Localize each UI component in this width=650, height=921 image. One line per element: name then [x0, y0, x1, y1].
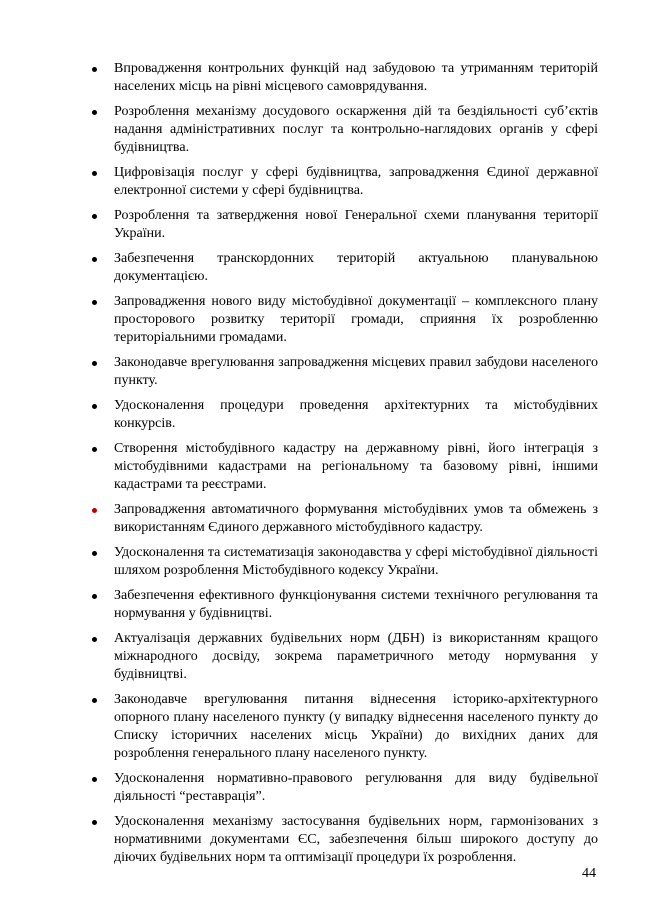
bullet-icon [92, 404, 97, 409]
bullet-icon [92, 110, 97, 115]
list-item-text: Запровадження нового виду містобудівної документації – комплексного плану просторового розвитку території громади, сприяння їх розробленню територіальними громадами. [114, 294, 598, 345]
list-item [92, 587, 598, 623]
bullet-icon [92, 508, 97, 513]
list-item-text: Цифровізація послуг у сфері будівництва, запровадження Єдиної державної електронної системи у сфері будівництва. [114, 165, 598, 198]
bullet-icon [92, 171, 97, 176]
list-item-text: Забезпечення транскордонних територій актуальною планувальною документацією. [114, 251, 598, 284]
bullet-icon [92, 447, 97, 452]
bullet-icon [92, 67, 97, 72]
list-item [92, 293, 598, 347]
list-item-text: Удосконалення процедури проведення архітектурних та містобудівних конкурсів. [114, 398, 598, 431]
bullet-icon [92, 820, 97, 825]
list-item-text: Актуалізація державних будівельних норм (ДБН) із використанням кращого міжнародного досвіду, зокрема параметричного методу нормування у будівництві. [114, 631, 598, 682]
list-item-text: Удосконалення механізму застосування будівельних норм, гармонізованих з нормативними документами ЄС, забезпечення більш широкого доступу до діючих будівельних норм та оптимізації процедури їх розроблення. [114, 814, 598, 865]
list-item-text: Запровадження автоматичного формування містобудівних умов та обмежень з використанням Єдиного державного містобудівного кадастру. [114, 502, 598, 535]
bullet-icon [92, 300, 97, 305]
bullet-icon [92, 257, 97, 262]
page-number: 44 [582, 866, 596, 881]
list-item [92, 397, 598, 433]
list-item-text: Створення містобудівного кадастру на державному рівні, його інтеграція з містобудівними кадастрами на регіональному та базовому рівні, іншими кадастрами та реєстрами. [114, 441, 598, 492]
list-item [92, 440, 598, 494]
list-item [92, 60, 598, 96]
bullet-icon [92, 551, 97, 556]
list-item [92, 630, 598, 684]
list-item-text: Законодавче врегулювання питання віднесення історико-архітектурного опорного плану населеного пункту (у випадку віднесення населеного пункту до Списку історичних населених місць України) до вихідних даних для розроблення генерального плану населеного пункту. [114, 692, 598, 761]
list-item [92, 250, 598, 286]
list-item-text: Законодавче врегулювання запровадження місцевих правил забудови населеного пункту. [114, 355, 598, 388]
bullet-icon [92, 214, 97, 219]
list-item-text: Удосконалення нормативно-правового регулювання для виду будівельної діяльності “реставрація”. [114, 771, 598, 804]
list-item [92, 103, 598, 157]
list-item-text: Удосконалення та систематизація законодавства у сфері містобудівної діяльності шляхом розроблення Містобудівного кодексу України. [114, 545, 598, 578]
bullet-icon [92, 698, 97, 703]
bullet-list [92, 60, 598, 874]
list-item [92, 501, 598, 537]
list-item-text: Впровадження контрольних функцій над забудовою та утриманням територій населених місць на рівні місцевого самоврядування. [114, 61, 598, 94]
bullet-icon [92, 637, 97, 642]
list-item [92, 164, 598, 200]
list-item-text: Розроблення механізму досудового оскарження дій та бездіяльності суб’єктів надання адміністративних послуг та контрольно-наглядових органів у сфері будівництва. [114, 104, 598, 155]
list-item-text: Забезпечення ефективного функціонування системи технічного регулювання та нормування у будівництві. [114, 588, 598, 621]
list-item [92, 813, 598, 867]
list-item [92, 770, 598, 806]
list-item [92, 207, 598, 243]
list-item [92, 354, 598, 390]
bullet-icon [92, 361, 97, 366]
bullet-icon [92, 777, 97, 782]
list-item-text: Розроблення та затвердження нової Генеральної схеми планування території України. [114, 208, 598, 241]
list-item [92, 544, 598, 580]
list-item [92, 691, 598, 763]
bullet-icon [92, 594, 97, 599]
